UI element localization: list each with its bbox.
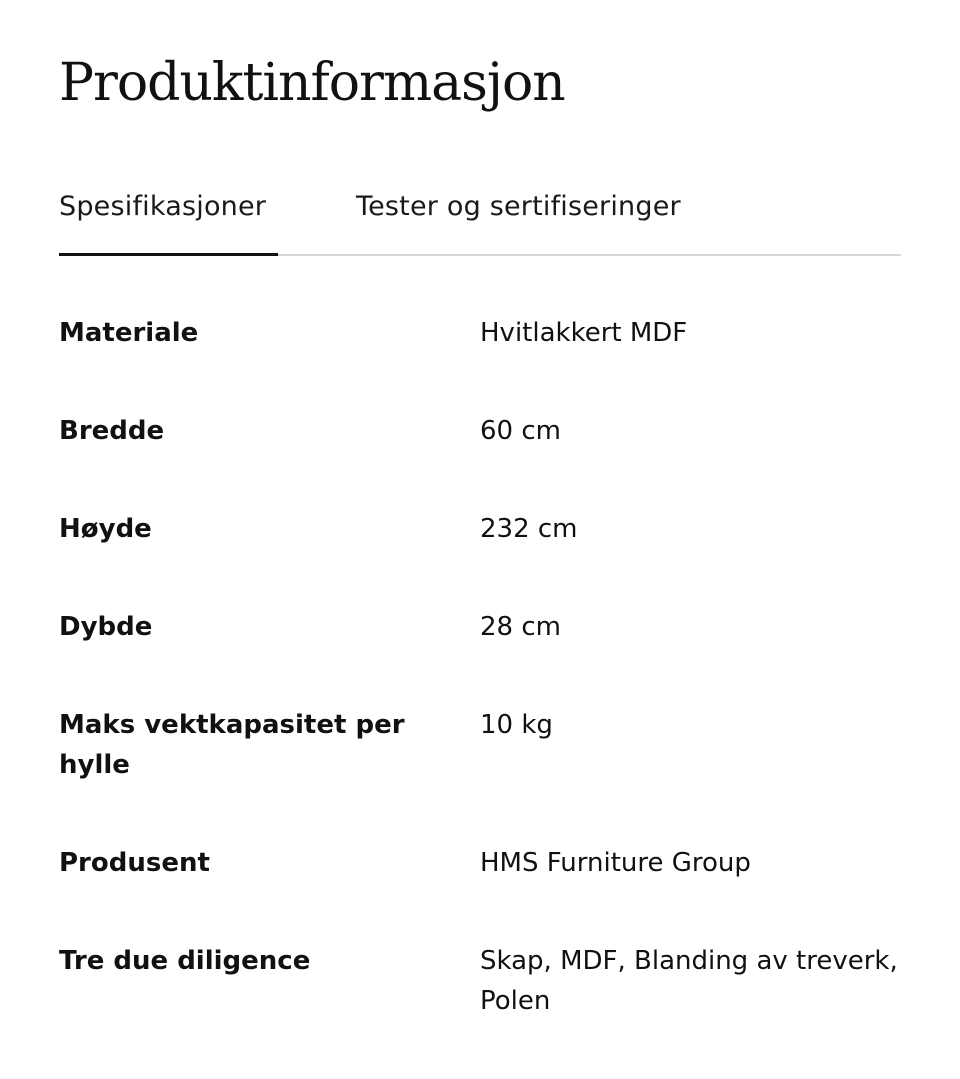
spec-value: 232 cm — [480, 514, 578, 544]
tab-specifications[interactable]: Spesifikasjoner — [59, 191, 267, 222]
spec-row-max-load — [59, 705, 901, 785]
spec-label: Maks vektkapasitet per hylle — [59, 710, 405, 780]
spec-value: 60 cm — [480, 416, 561, 446]
spec-value: 10 kg — [480, 710, 553, 740]
spec-row-material — [59, 313, 901, 353]
page-title: Produktinformasjon — [59, 53, 565, 113]
spec-row-manufacturer — [59, 843, 901, 883]
specifications-list — [59, 313, 901, 1079]
spec-row-wood-due-diligence — [59, 941, 901, 1021]
spec-label: Bredde — [59, 416, 165, 446]
spec-value: 28 cm — [480, 612, 561, 642]
tab-tests-certifications[interactable]: Tester og sertifiseringer — [356, 191, 681, 222]
spec-row-height — [59, 509, 901, 549]
spec-label: Høyde — [59, 514, 152, 544]
active-tab-indicator — [59, 253, 278, 256]
tab-bar — [59, 185, 901, 257]
spec-label: Produsent — [59, 848, 210, 878]
spec-value: HMS Furniture Group — [480, 848, 751, 878]
spec-value: Hvitlakkert MDF — [480, 318, 688, 348]
spec-row-depth — [59, 607, 901, 647]
spec-label: Tre due diligence — [59, 946, 311, 976]
spec-value: Skap, MDF, Blanding av treverk, Polen — [480, 946, 898, 1016]
spec-label: Dybde — [59, 612, 153, 642]
spec-label: Materiale — [59, 318, 199, 348]
spec-row-width — [59, 411, 901, 451]
